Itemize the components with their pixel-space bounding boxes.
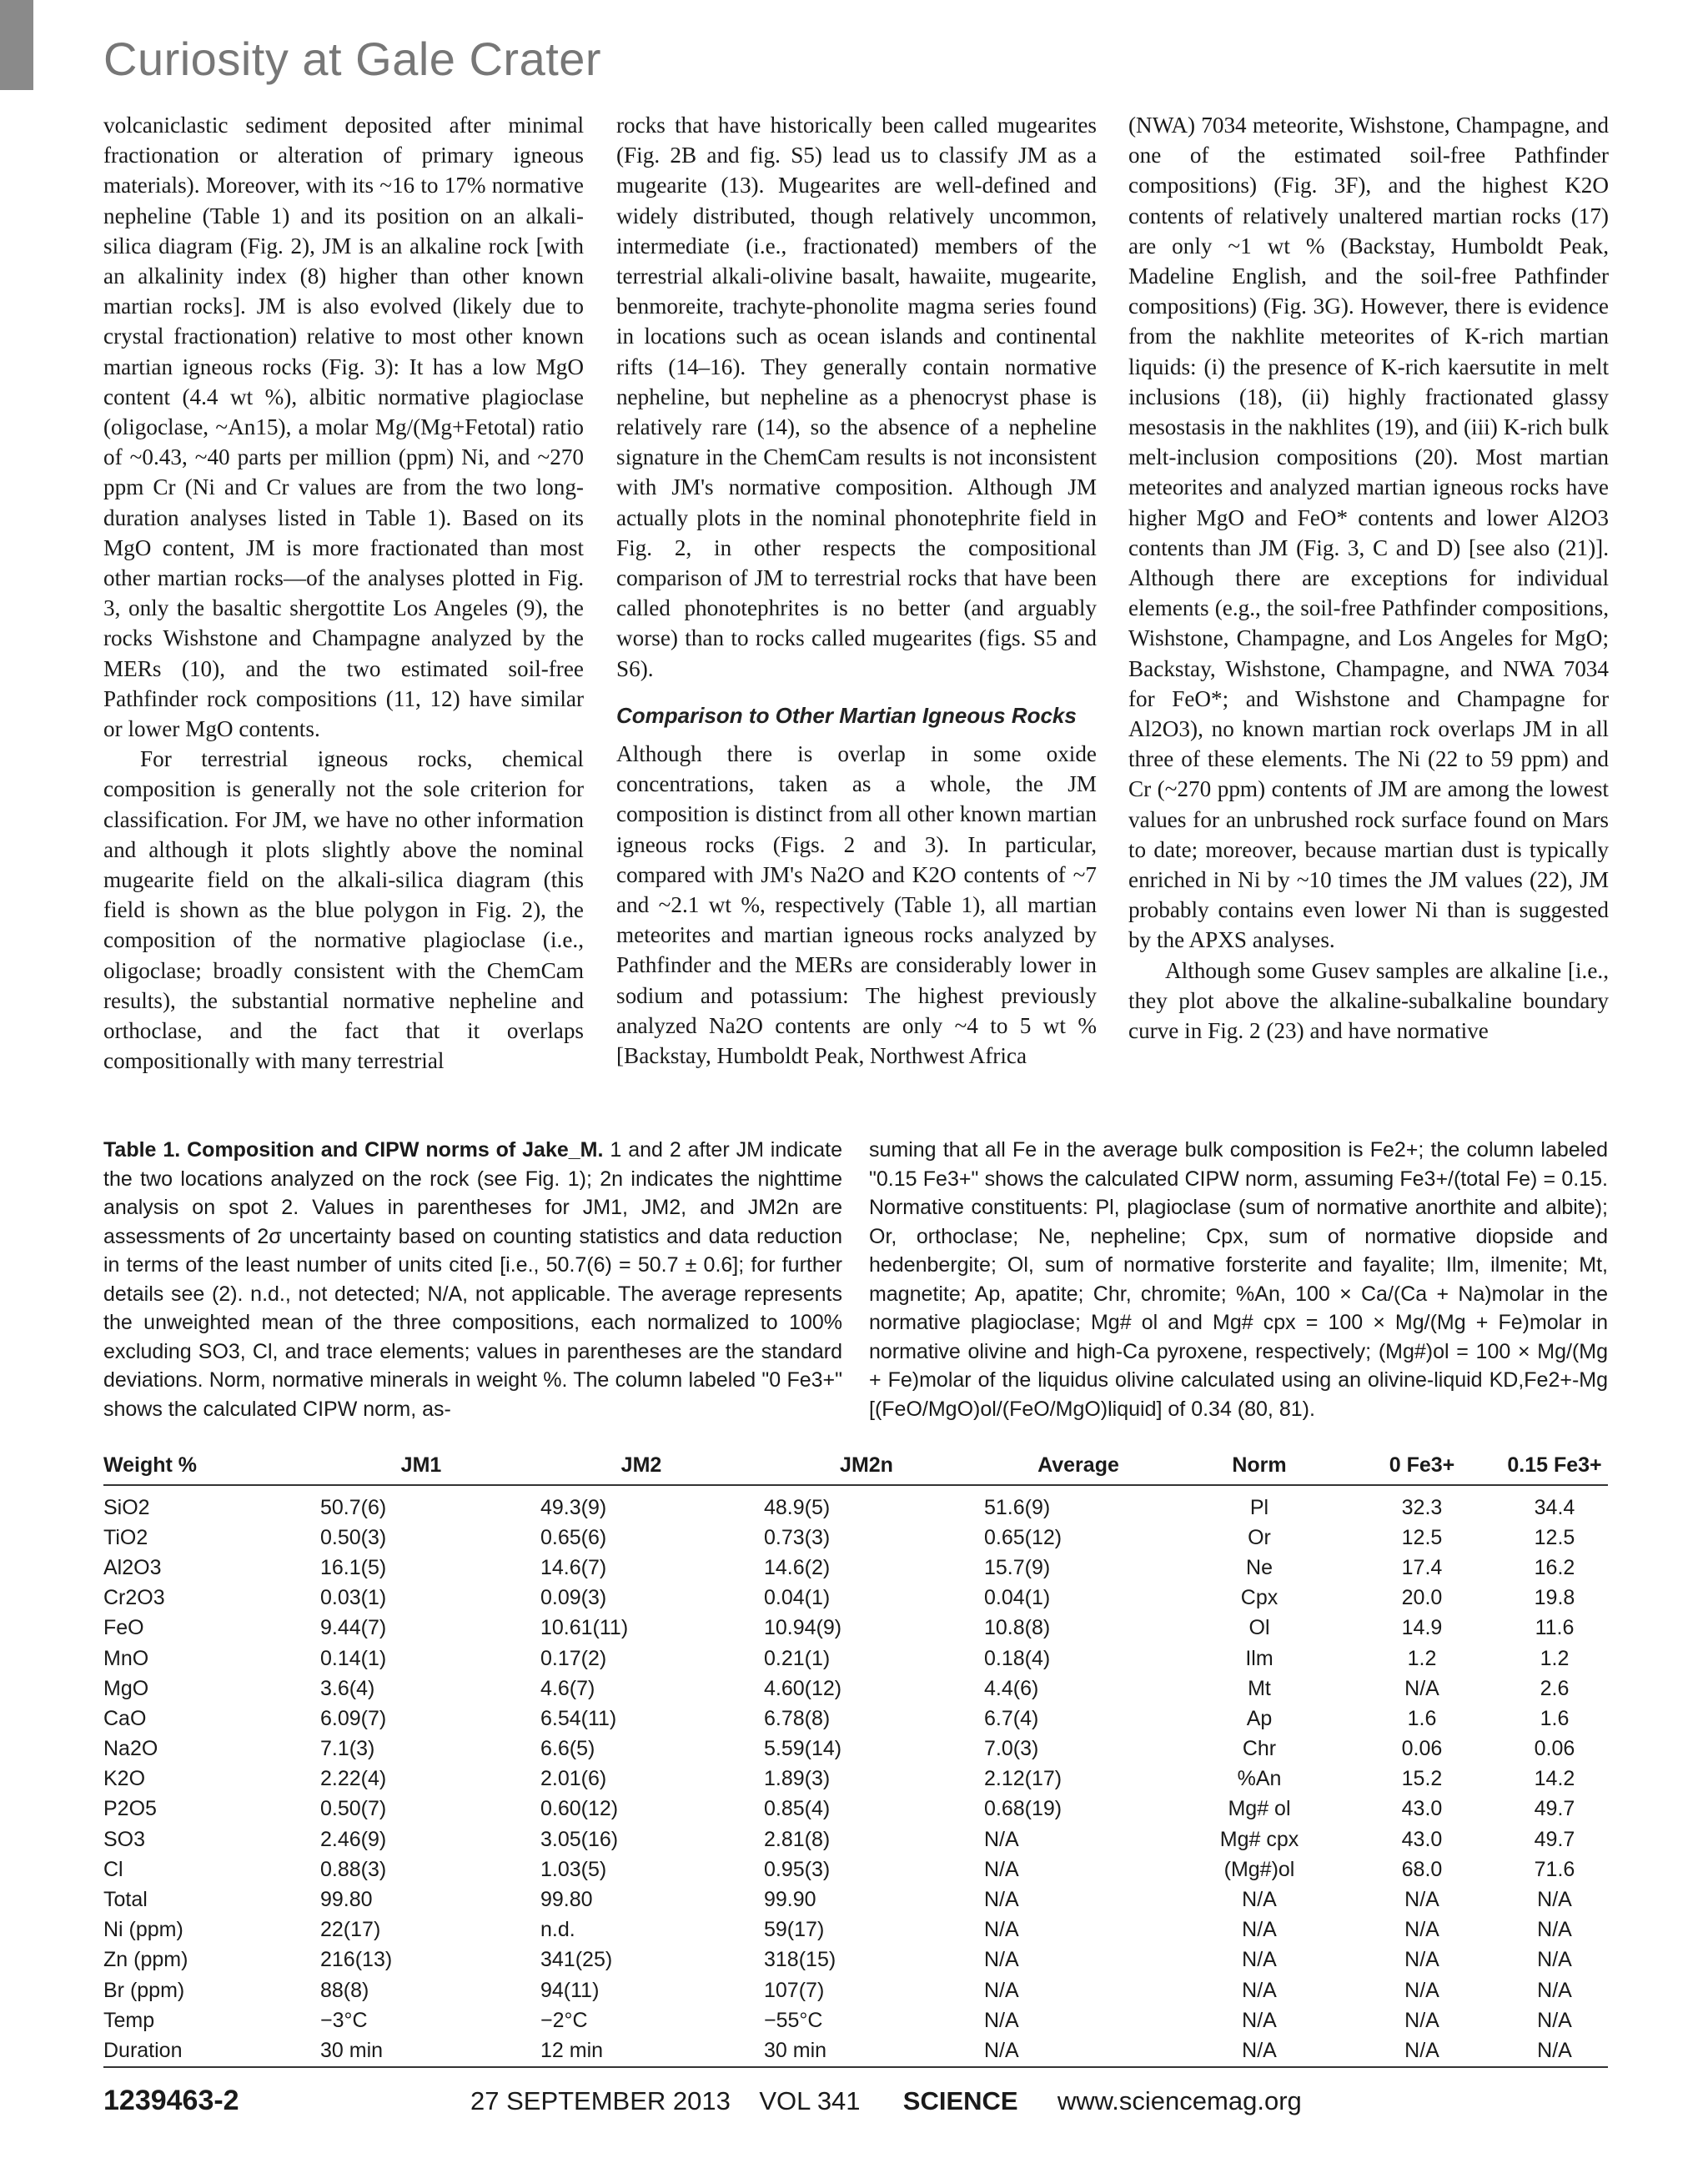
table-row — [103, 1915, 1608, 1945]
row-label: K2O — [103, 1767, 146, 1791]
table-cell: 0.14(1) — [320, 1646, 387, 1670]
table-cell: 10.61(11) — [540, 1616, 629, 1640]
column-header: 0.15 Fe3+ — [1501, 1446, 1608, 1485]
page-id: 1239463-2 — [103, 2085, 239, 2116]
table-cell: 0.95(3) — [764, 1857, 831, 1881]
table-cell: 6.78(8) — [764, 1706, 831, 1730]
table-cell: N/A — [1537, 1918, 1572, 1942]
table-cell: 3.6(4) — [320, 1676, 375, 1700]
table-cell: N/A — [1537, 1888, 1572, 1912]
page-footer — [103, 2085, 1608, 2135]
table-row — [103, 1704, 1608, 1734]
table-cell: N/A — [984, 1888, 1019, 1912]
table-body — [103, 1485, 1608, 2067]
table-cell: 107(7) — [764, 1978, 825, 2002]
table-cell: 48.9(5) — [764, 1495, 831, 1519]
table-cell: N/A — [1537, 1948, 1572, 1972]
column-header: JM2 — [530, 1446, 752, 1485]
table-row — [103, 2005, 1608, 2035]
row-label: TiO2 — [103, 1525, 148, 1549]
column-2 — [616, 110, 1097, 1071]
table-cell: 1.6 — [1540, 1706, 1570, 1730]
section-heading: Comparison to Other Martian Igneous Rocks — [616, 702, 1077, 728]
table-cell: N/A — [1242, 1918, 1277, 1942]
table-cell: 59(17) — [764, 1918, 825, 1942]
table-cell: 0.50(7) — [320, 1797, 387, 1821]
table-row — [103, 1945, 1608, 1975]
table-caption — [103, 1136, 1608, 1446]
table-cell: N/A — [1404, 1948, 1439, 1972]
table-cell: 12.5 — [1534, 1525, 1575, 1549]
table-cell: −3°C — [320, 2008, 368, 2032]
column-3 — [1128, 110, 1609, 1046]
table-cell: 0.17(2) — [540, 1646, 607, 1670]
table-cell: Mt — [1248, 1676, 1271, 1700]
issue-line — [470, 2086, 1302, 2116]
table-cell: Pl — [1249, 1495, 1269, 1519]
table-cell: 1.2 — [1540, 1646, 1570, 1670]
table-cell: Ne — [1246, 1555, 1273, 1579]
table-cell: N/A — [1537, 1978, 1572, 2002]
table-cell: 2.46(9) — [320, 1827, 387, 1851]
row-label: Na2O — [103, 1737, 158, 1761]
table-cell: 4.6(7) — [540, 1676, 595, 1700]
paragraph: volcaniclastic sediment deposited after minimal fractionation or alteration of primary igneous materials). Moreover, with its ~16 to 17% normative nepheline (Table 1) and its position on an alkali-silica diagram (Fig. 2), JM is an alkaline rock [with an alkalinity index (8) higher than other known martian rocks]. JM is also evolved (likely due to crystal fractionation) relative to most other known martian igneous rocks (Fig. 3): It has a low MgO content (4.4 wt %), albitic normative plagioclase (oligoclase, ~An15), a molar Mg/(Mg+Fetotal) ratio of ~0.43, ~40 parts per million (ppm) Ni, and ~270 ppm Cr (Ni and Cr values are from the two long-duration analyses listed in Table 1). Based on its MgO content, JM is more fractionated than most other martian rocks—of the analyses plotted in Fig. 3, only the basaltic shergottite Los Angeles (9), the rocks Wishstone and Champagne analyzed by the MERs (10), and the two estimated soil-free Pathfinder rock compositions (11, 12) have similar or lower MgO contents. — [103, 113, 584, 742]
table-cell: −55°C — [764, 2008, 823, 2032]
composition-table — [103, 1446, 1608, 2068]
table-row — [103, 1794, 1608, 1824]
table-cell: 341(25) — [540, 1948, 613, 1972]
table-cell: N/A — [1404, 1888, 1439, 1912]
table-cell: 2.6 — [1540, 1676, 1570, 1700]
caption-left — [103, 1136, 842, 1423]
table-row — [103, 1824, 1608, 1854]
table-row — [103, 1553, 1608, 1583]
table-cell: 71.6 — [1534, 1857, 1575, 1881]
table-cell: 50.7(6) — [320, 1495, 387, 1519]
table-cell: 10.94(9) — [764, 1616, 842, 1640]
caption-right: suming that all Fe in the average bulk composition is Fe2+; the column labeled "0.15 Fe3+" shows the calculated CIPW norm, assuming Fe3+/(total Fe) = 0.15. Normative constituents: Pl, plagioclase (sum of normative anorthite and albite); Or, orthoclase; Ne, nepheline; Cpx, sum of normative diopside and hedenbergite; Ol, sum of normative forsterite and fayalite; Ilm, ilmenite; Mt, magnetite; Ap, apatite; Chr, chromite; %An, 100 × Ca/(Ca + Na)molar in the normative plagioclase; Mg# ol and Mg# cpx = 100 × Mg/(Mg + Fe)molar in normative olivine and high-Ca pyroxene, respectively; (Mg#)ol = 100 × Mg/(Mg + Fe)molar of the liquidus olivine calculated using an olivine-liquid KD,Fe2+-Mg [(FeO/MgO)ol/(FeO/MgO)liquid] of 0.34 (80, 81). — [869, 1138, 1608, 1421]
table-cell: 99.80 — [540, 1888, 593, 1912]
section-tab-bar — [0, 0, 33, 90]
table-cell: N/A — [1501, 2035, 1608, 2066]
table-cell: 7.0(3) — [984, 1737, 1039, 1761]
table-cell: 2.01(6) — [540, 1767, 607, 1791]
table-cell: 0.50(3) — [320, 1525, 387, 1549]
table-cell: 6.54(11) — [540, 1706, 617, 1730]
table-cell: 1.89(3) — [764, 1767, 831, 1791]
table-cell: 0.60(12) — [540, 1797, 619, 1821]
table-cell: N/A — [984, 1857, 1019, 1881]
table-cell: 12 min — [530, 2035, 752, 2066]
row-label: Total — [103, 1888, 148, 1912]
table-cell: 0.09(3) — [540, 1586, 607, 1610]
paragraph: For terrestrial igneous rocks, chemical composition is generally not the sole criterion for classification. For JM, we have no other information and although it plots slightly above the nominal mugearite field on the alkali-silica diagram (this field is shown as the blue polygon in Fig. 2), the composition of the normative plagioclase (i.e., oligoclase; broadly consistent with the ChemCam results), the substantial normative nepheline and orthoclase, and the fact that it overlaps compositionally with many terrestrial — [103, 746, 584, 1074]
row-label: SO3 — [103, 1827, 146, 1851]
table-row — [103, 1764, 1608, 1794]
table-row — [103, 1674, 1608, 1704]
column-header: JM1 — [312, 1446, 530, 1485]
table-cell: 99.90 — [764, 1888, 816, 1912]
table-row — [103, 1975, 1608, 2005]
column-header: Weight % — [103, 1446, 312, 1485]
table-cell: N/A — [984, 1918, 1019, 1942]
table-cell: Mg# cpx — [1219, 1827, 1299, 1851]
paragraph: (NWA) 7034 meteorite, Wishstone, Champagne, and one of the estimated soil-free Pathfinder compositions) (Fig. 3F), and the highest K2O contents of relatively unaltered martian rocks (17) are only ~1 wt % (Backstay, Humboldt Peak, Madeline English, and the soil-free Pathfinder compositions) (Fig. 3G). However, there is evidence from the nakhlite meteorites of K-rich martian liquids: (i) the presence of K-rich kaersutite in melt inclusions (18), (ii) highly fractionated glassy mesostasis in the nakhlites (19), and (iii) K-rich bulk melt-inclusion compositions (20). Most martian meteorites and analyzed martian igneous rocks have higher MgO and FeO* contents and lower Al2O3 contents than JM (Fig. 3, C and D) [see also (21)]. Although there are exceptions for individual elements (e.g., the soil-free Pathfinder compositions, Wishstone, Champagne, and Los Angeles for MgO; Backstay, Wishstone, Champagne, and NWA 7034 for FeO*; and Wishstone and Champagne for Al2O3), no known martian rock overlaps JM in all three of these elements. The Ni (22 to 59 ppm) and Cr (~270 ppm) contents of JM are among the lowest values for an unbrushed rock surface found on Mars to date; moreover, because martian dust is typically enriched in Ni by ~10 times the JM values (22), JM probably contains even lower Ni than is suggested by the APXS analyses. — [1128, 113, 1609, 953]
column-header: JM2n — [752, 1446, 981, 1485]
row-label: Duration — [103, 2035, 312, 2066]
table-row — [103, 2035, 1608, 2066]
paragraph: rocks that have historically been called mugearites (Fig. 2B and fig. S5) lead us to classify JM as a mugearite (13). Mugearites are well-defined and widely distributed, though relatively uncommon, intermediate (i.e., fractionated) members of the terrestrial alkali-olivine basalt, hawaiite, mugearite, benmoreite, trachyte-phonolite magma series found in locations such as ocean islands and continental rifts (14–16). They generally contain normative nepheline, but nepheline as a phenocryst phase is relatively rare (14), so the absence of a nepheline signature in the ChemCam results is not inconsistent with JM's normative composition. Although JM actually plots in the nominal phonotephrite field in Fig. 2, in other respects the compositional comparison of JM to terrestrial rocks that have been called phonotephrites is no better (and arguably worse) than to rocks called mugearites (figs. S5 and S6). — [616, 113, 1097, 681]
table-cell: 0.65(12) — [984, 1525, 1062, 1549]
table-cell: Ap — [1246, 1706, 1273, 1730]
table-cell: N/A — [1537, 2008, 1572, 2032]
table-cell: Ol — [1248, 1616, 1270, 1640]
table-cell: N/A — [1242, 1978, 1277, 2002]
table-cell: 1.6 — [1407, 1706, 1437, 1730]
table-cell: 99.80 — [320, 1888, 373, 1912]
row-label: Al2O3 — [103, 1555, 162, 1579]
table-cell: 0.03(1) — [320, 1586, 387, 1610]
table-row — [103, 1523, 1608, 1553]
table-cell: 94(11) — [540, 1978, 600, 2002]
table-cell: 2.81(8) — [764, 1827, 831, 1851]
table-cell: 15.7(9) — [984, 1555, 1051, 1579]
table-cell: N/A — [1404, 2008, 1439, 2032]
table-cell: N/A — [984, 1827, 1019, 1851]
table-cell: −2°C — [540, 2008, 588, 2032]
running-head: Curiosity at Gale Crater — [103, 33, 602, 85]
table-cell: 0.88(3) — [320, 1857, 387, 1881]
table-row — [103, 1854, 1608, 1884]
table-cell: 49.7 — [1534, 1797, 1575, 1821]
body-columns — [103, 110, 1608, 1094]
table-cell: N/A — [1404, 1918, 1439, 1942]
table-cell: 216(13) — [320, 1948, 393, 1972]
table-cell: 0.04(1) — [984, 1586, 1051, 1610]
table-cell: 20.0 — [1401, 1586, 1443, 1610]
table-cell: N/A — [984, 1978, 1019, 2002]
column-header: Norm — [1176, 1446, 1343, 1485]
table-row — [103, 1613, 1608, 1644]
journal-name: SCIENCE — [902, 2086, 1018, 2115]
table-cell: 0.65(6) — [540, 1525, 607, 1549]
row-label: SiO2 — [103, 1495, 150, 1519]
table-cell: 11.6 — [1535, 1616, 1575, 1640]
row-label: P2O5 — [103, 1797, 157, 1821]
table-cell: 0.21(1) — [764, 1646, 831, 1670]
table-cell: %An — [1237, 1767, 1282, 1791]
table-cell: 7.1(3) — [320, 1737, 375, 1761]
table-cell: 19.8 — [1534, 1586, 1575, 1610]
table-cell: 4.4(6) — [984, 1676, 1039, 1700]
table-row — [103, 1485, 1608, 1523]
table-cell: 14.2 — [1534, 1767, 1575, 1791]
table-cell: 16.1(5) — [320, 1555, 387, 1579]
table-cell: 6.7(4) — [984, 1706, 1039, 1730]
table-cell: 6.09(7) — [320, 1706, 387, 1730]
table-cell: 32.3 — [1401, 1495, 1443, 1519]
row-label: MnO — [103, 1646, 149, 1670]
table-cell: 30 min — [752, 2035, 981, 2066]
table-cell: 2.22(4) — [320, 1767, 387, 1791]
row-label: Zn (ppm) — [103, 1948, 188, 1972]
table-cell: N/A — [1242, 1948, 1277, 1972]
table-cell: 34.4 — [1534, 1495, 1575, 1519]
table-cell: 318(15) — [764, 1948, 836, 1972]
table-cell: 3.05(16) — [540, 1827, 619, 1851]
row-label: MgO — [103, 1676, 149, 1700]
table-header-row — [103, 1446, 1608, 1485]
row-label: Cl — [103, 1857, 123, 1881]
table-cell: 4.60(12) — [764, 1676, 842, 1700]
table-cell: 0.18(4) — [984, 1646, 1051, 1670]
table-cell: n.d. — [540, 1918, 575, 1942]
date-volume: 27 SEPTEMBER 2013 VOL 341 — [470, 2086, 861, 2115]
table-cell: 30 min — [312, 2035, 530, 2066]
table-cell: 88(8) — [320, 1978, 369, 2002]
table-cell: N/A — [1176, 2035, 1343, 2066]
table-cell: N/A — [1242, 2008, 1277, 2032]
table-cell: N/A — [1343, 2035, 1501, 2066]
table-cell: 43.0 — [1401, 1797, 1443, 1821]
column-1 — [103, 110, 584, 1076]
table-cell: 14.6(2) — [764, 1555, 831, 1579]
table-cell: Or — [1248, 1525, 1271, 1549]
table-cell: 68.0 — [1401, 1857, 1443, 1881]
table-cell: Mg# ol — [1228, 1797, 1291, 1821]
table-cell: 14.6(7) — [540, 1555, 607, 1579]
table-cell: 6.6(5) — [540, 1737, 595, 1761]
table-cell: 49.3(9) — [540, 1495, 607, 1519]
table-cell: 16.2 — [1534, 1555, 1575, 1579]
table-cell: 0.04(1) — [764, 1586, 831, 1610]
table-cell: N/A — [984, 1948, 1019, 1972]
table-row — [103, 1734, 1608, 1764]
table-cell: 14.9 — [1401, 1616, 1443, 1640]
table-cell: 9.44(7) — [320, 1616, 387, 1640]
table-row — [103, 1644, 1608, 1674]
table-cell: 2.12(17) — [984, 1767, 1062, 1791]
table-cell: N/A — [1404, 1978, 1439, 2002]
table-cell: 5.59(14) — [764, 1737, 842, 1761]
row-label: FeO — [103, 1616, 144, 1640]
table-cell: 15.2 — [1401, 1767, 1443, 1791]
row-label: Ni (ppm) — [103, 1918, 183, 1942]
table-cell: 0.73(3) — [764, 1525, 831, 1549]
table-cell: 0.06 — [1534, 1737, 1575, 1761]
table-cell: N/A — [1242, 1888, 1277, 1912]
table-title: Table 1. Composition and CIPW norms of Jake_M. — [103, 1138, 604, 1162]
row-label: Temp — [103, 2008, 155, 2032]
table-row — [103, 1583, 1608, 1613]
table-cell: 0.06 — [1401, 1737, 1443, 1761]
table-cell: 51.6(9) — [984, 1495, 1051, 1519]
table-cell: N/A — [1404, 1676, 1439, 1700]
table-cell: 43.0 — [1401, 1827, 1443, 1851]
row-label: CaO — [103, 1706, 147, 1730]
column-header: 0 Fe3+ — [1343, 1446, 1501, 1485]
column-header: Average — [981, 1446, 1176, 1485]
table-cell: 12.5 — [1401, 1525, 1443, 1549]
table-cell: 17.4 — [1401, 1555, 1443, 1579]
table-cell: 1.03(5) — [540, 1857, 607, 1881]
journal-url[interactable]: www.sciencemag.org — [1057, 2086, 1302, 2115]
paragraph: Although some Gusev samples are alkaline [i.e., they plot above the alkaline-subalkaline boundary curve in Fig. 2 (23) and have normative — [1128, 957, 1609, 1044]
table-cell: N/A — [981, 2035, 1176, 2066]
table-cell: 0.68(19) — [984, 1797, 1062, 1821]
table-cell: 0.85(4) — [764, 1797, 831, 1821]
table-cell: N/A — [984, 2008, 1019, 2032]
table-cell: 22(17) — [320, 1918, 381, 1942]
table-1 — [103, 1136, 1608, 2062]
table-cell: (Mg#)ol — [1223, 1857, 1295, 1881]
table-cell: Chr — [1242, 1737, 1277, 1761]
table-cell: Cpx — [1240, 1586, 1278, 1610]
table-cell: 49.7 — [1534, 1827, 1575, 1851]
row-label: Br (ppm) — [103, 1978, 185, 2002]
table-cell: 1.2 — [1407, 1646, 1437, 1670]
table-cell: Ilm — [1245, 1646, 1273, 1670]
paragraph: Although there is overlap in some oxide concentrations, taken as a whole, the JM composition is distinct from all other known martian igneous rocks (Figs. 2 and 3). In particular, compared with JM's Na2O and K2O contents of ~7 and ~2.1 wt %, respectively (Table 1), all martian meteorites and martian igneous rocks analyzed by Pathfinder and the MERs are considerably lower in sodium and potassium: The highest previously analyzed Na2O contents are only ~4 to 5 wt % [Backstay, Humboldt Peak, Northwest Africa — [616, 741, 1097, 1069]
table-cell: 10.8(8) — [984, 1616, 1051, 1640]
caption-text: 1 and 2 after JM indicate the two locations analyzed on the rock (see Fig. 1); 2n indicates the nighttime analysis on spot 2. Values in parentheses for JM1, JM2, and JM2n are assessments of 2σ uncertainty based on counting statistics and data reduction in terms of the least number of units cited [i.e., 50.7(6) = 50.7 ± 0.6]; for further details see (2). n.d., not detected; N/A, not applicable. The average represents the unweighted mean of the three compositions, each normalized to 100% excluding SO3, Cl, and trace elements; values in parentheses are the standard deviations. Norm, normative minerals in weight %. The column labeled "0 Fe3+" shows the calculated CIPW norm, as- — [103, 1138, 842, 1421]
row-label: Cr2O3 — [103, 1586, 165, 1610]
table-row — [103, 1884, 1608, 1915]
